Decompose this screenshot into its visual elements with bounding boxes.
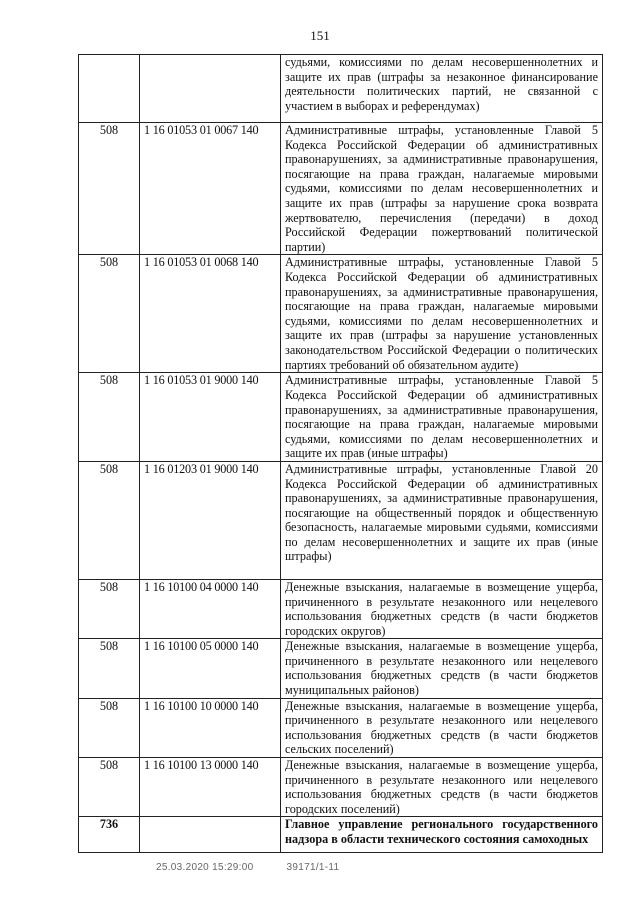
admin-code-cell: 508 bbox=[79, 255, 140, 373]
table-row bbox=[79, 639, 603, 698]
description-cell: Административные штрафы, установленные Главой 5 Кодекса Российской Федерации об административных правонарушениях, за административные правонарушения, посягающие на права граждан, налагаемые мировыми судьями, комиссиями по делам несовершеннолетних и защите их прав (иные штрафы) bbox=[281, 373, 603, 462]
description-cell: Денежные взыскания, налагаемые в возмещение ущерба, причиненного в результате незаконного или нецелевого использования бюджетных средств (в части бюджетов городских округов) bbox=[281, 579, 603, 638]
table-row bbox=[79, 255, 603, 373]
budget-code-cell: 1 16 01053 01 0067 140 bbox=[140, 123, 281, 255]
table-row bbox=[79, 817, 603, 853]
table-row bbox=[79, 698, 603, 757]
admin-code-cell: 508 bbox=[79, 123, 140, 255]
budget-code-cell: 1 16 10100 04 0000 140 bbox=[140, 579, 281, 638]
table-row bbox=[79, 579, 603, 638]
description-cell: Денежные взыскания, налагаемые в возмещение ущерба, причиненного в результате незаконного или нецелевого использования бюджетных средств (в части бюджетов городских поселений) bbox=[281, 758, 603, 817]
table-row bbox=[79, 461, 603, 579]
admin-code-cell: 508 bbox=[79, 698, 140, 757]
footer-doc-id: 39171/1-11 bbox=[286, 862, 340, 873]
budget-code-cell: 1 16 01203 01 9000 140 bbox=[140, 461, 281, 579]
footer-datetime: 25.03.2020 15:29:00 bbox=[156, 862, 254, 873]
footer-stamp bbox=[156, 862, 369, 873]
budget-code-cell: 1 16 10100 05 0000 140 bbox=[140, 639, 281, 698]
budget-code-cell: 1 16 10100 13 0000 140 bbox=[140, 758, 281, 817]
description-cell: судьями, комиссиями по делам несовершеннолетних и защите их прав (штрафы за незаконное финансирование деятельности политических партий, не связанной с участием в выборах и референдумах) bbox=[281, 55, 603, 123]
description-cell: Главное управление регионального государственного надзора в области технического состояния самоходных bbox=[281, 817, 603, 853]
description-cell: Административные штрафы, установленные Главой 5 Кодекса Российской Федерации об административных правонарушениях, за административные правонарушения, посягающие на права граждан, налагаемые мировыми судьями, комиссиями по делам несовершеннолетних и защите их прав (штрафы за нарушение установленных законодательством Российской Федерации о политических партиях требований об обязательном аудите) bbox=[281, 255, 603, 373]
budget-code-cell: 1 16 01053 01 9000 140 bbox=[140, 373, 281, 462]
admin-code-cell: 508 bbox=[79, 758, 140, 817]
table-row bbox=[79, 373, 603, 462]
revenue-codes-table bbox=[78, 54, 603, 853]
budget-code-cell: 1 16 01053 01 0068 140 bbox=[140, 255, 281, 373]
budget-code-cell bbox=[140, 817, 281, 853]
admin-code-cell: 736 bbox=[79, 817, 140, 853]
description-cell: Административные штрафы, установленные Главой 20 Кодекса Российской Федерации об административных правонарушениях, за административные правонарушения, посягающие на общественный порядок и общественную безопасность, налагаемые мировыми судьями, комиссиями по делам несовершеннолетних и защите их прав (иные штрафы) bbox=[281, 461, 603, 579]
description-cell: Денежные взыскания, налагаемые в возмещение ущерба, причиненного в результате незаконного или нецелевого использования бюджетных средств (в части бюджетов муниципальных районов) bbox=[281, 639, 603, 698]
description-cell: Денежные взыскания, налагаемые в возмещение ущерба, причиненного в результате незаконного или нецелевого использования бюджетных средств (в части бюджетов сельских поселений) bbox=[281, 698, 603, 757]
table-row bbox=[79, 123, 603, 255]
description-cell: Административные штрафы, установленные Главой 5 Кодекса Российской Федерации об административных правонарушениях, за административные правонарушения, посягающие на права граждан, налагаемые мировыми судьями, комиссиями по делам несовершеннолетних и защите их прав (штрафы за нарушение срока возврата жертвователю, перечисления (передачи) в доход Российской Федерации пожертвований политической партии) bbox=[281, 123, 603, 255]
admin-code-cell: 508 bbox=[79, 639, 140, 698]
page-number: 151 bbox=[310, 28, 330, 43]
budget-code-cell: 1 16 10100 10 0000 140 bbox=[140, 698, 281, 757]
admin-code-cell: 508 bbox=[79, 579, 140, 638]
budget-code-cell bbox=[140, 55, 281, 123]
admin-code-cell bbox=[79, 55, 140, 123]
table-row bbox=[79, 758, 603, 817]
admin-code-cell: 508 bbox=[79, 373, 140, 462]
table-row bbox=[79, 55, 603, 123]
admin-code-cell: 508 bbox=[79, 461, 140, 579]
